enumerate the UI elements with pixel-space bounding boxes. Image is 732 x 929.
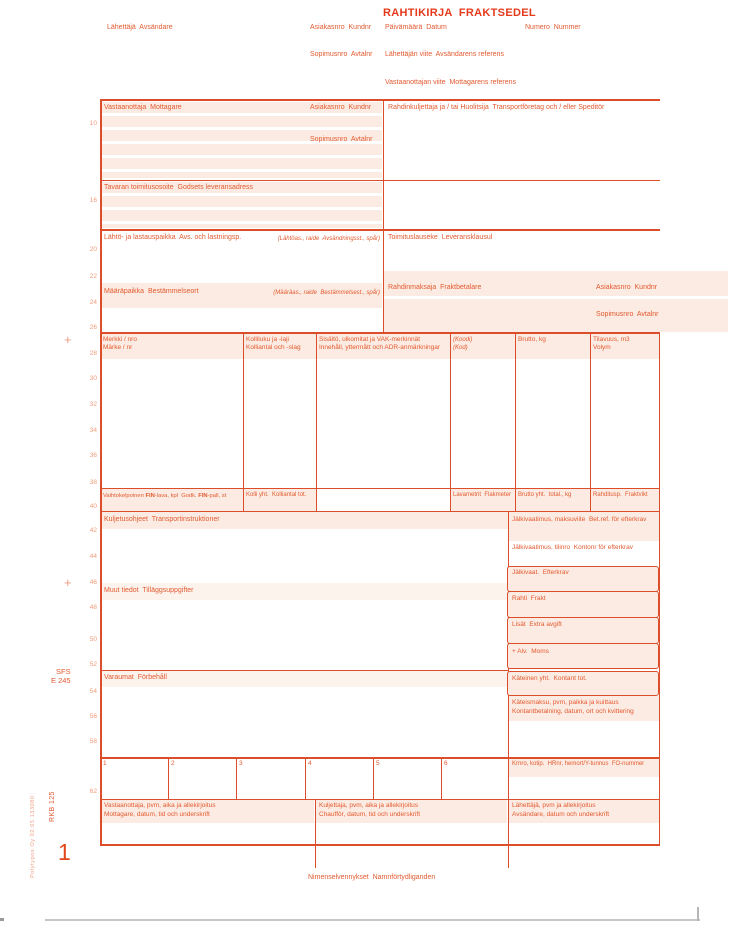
cash-payment-label-sv: Kontantbetalning, datum, ort och kvittering <box>512 708 634 715</box>
margin-number: 44 <box>89 553 97 560</box>
margin-number: 34 <box>89 427 97 434</box>
destination-label: Määräpaikka Bestämmelseort <box>104 288 199 295</box>
contract-no-label: Sopimusnro Avtalnr <box>310 51 373 58</box>
vline-signature-divider <box>315 799 316 868</box>
driver-signature-label-sv: Chaufför, datum, tid och underskrift <box>319 811 421 818</box>
vline-col-5 <box>590 333 591 512</box>
margin-number: 62 <box>89 788 97 795</box>
number-label: Numero Nummer <box>525 24 581 31</box>
form-title: RAHTIKIRJA FRAKTSEDEL <box>383 7 536 19</box>
col-code-sv: (Kod) <box>453 345 468 351</box>
col-gross-weight-fi: Brutto, kg <box>518 336 546 343</box>
consignee-signature-label-fi: Vastaanottaja, pvm, aika ja allekirjoitus <box>104 802 216 809</box>
fin-pallet-label <box>103 492 226 501</box>
hline-carrier-bottom <box>100 180 660 181</box>
sfs-standard-number: E 245 <box>51 676 71 685</box>
cash-total-label: Käteinen yht. Kontant tot. <box>512 675 587 682</box>
col-package-count-sv: Kolliantal och -slag <box>246 344 301 351</box>
col-code-fi: (Koodi) <box>453 337 473 343</box>
vline-col-1 <box>243 333 244 512</box>
margin-number: 16 <box>89 197 97 204</box>
cod-account-label: Jälkivaatimus, tilinro Kontonr för efterkrav <box>512 544 634 551</box>
date-label: Päivämäärä Datum <box>385 24 447 31</box>
hline-route-top <box>100 229 660 231</box>
margin-number: 56 <box>89 713 97 720</box>
hline-numbercells-top <box>100 757 660 759</box>
extra-charges-label: Lisät Extra avgift <box>512 621 562 628</box>
consignee-signature-label-sv: Mottagare, datum, tid och underskrift <box>104 811 210 818</box>
margin-number: 24 <box>89 299 97 306</box>
freight-payer-band-2 <box>384 299 728 332</box>
col-gross-weight <box>518 336 546 344</box>
sfs-standard-label: SFS <box>56 667 71 676</box>
package-total-label: Kolli yht. Kolliantal tot. <box>246 492 307 498</box>
vline-col-3 <box>450 333 451 512</box>
vline-col-4 <box>515 333 516 512</box>
vline-cell-5 <box>441 758 442 800</box>
vline-mid-top <box>383 99 384 333</box>
margin-number: 52 <box>89 661 97 668</box>
col-mark-no-sv: Märke / nr <box>103 344 133 351</box>
cell-number-1: 1 <box>103 760 107 767</box>
margin-number: 36 <box>89 452 97 459</box>
hline-reservations-top <box>100 670 508 671</box>
vline-cell-4 <box>373 758 374 800</box>
form-code-label: RKB 125 <box>49 791 56 822</box>
cod-reference-label: Jälkivaatimus, maksuviite Bet.ref. för efterkrav <box>512 516 647 523</box>
receiver-reference-label: Vastaanottajan viite Mottagarens referens <box>385 79 517 86</box>
hline-top <box>100 99 660 101</box>
col-code <box>453 336 472 352</box>
margin-number: 28 <box>89 350 97 357</box>
margin-number: 42 <box>89 527 97 534</box>
freight-label: Rahti Frakt <box>512 595 546 602</box>
delivery-terms-label: Toimituslauseke Leveransklausul <box>388 234 493 241</box>
sender-signature-label-sv: Avsändare, datum och underskrift <box>512 811 610 818</box>
hline-signatures-top <box>100 799 660 800</box>
fin-pallet-d: FIN <box>198 493 208 499</box>
freight-payer-label: Rahdinmaksaja Fraktbetalare <box>388 284 482 291</box>
col-volume-fi: Tilavuus, m3 <box>593 336 630 343</box>
margin-number: 32 <box>89 401 97 408</box>
loadmeters-label: Lavametrit Flakmeter <box>453 492 512 498</box>
hline-summary-top <box>100 488 660 489</box>
vline-right-border <box>659 332 660 845</box>
vline-cell-3 <box>305 758 306 800</box>
cash-payment-label-fi: Käteismaksu, pvm, paikka ja kuittaus <box>512 699 619 706</box>
copy-number: 1 <box>58 839 71 865</box>
chargeable-weight-label: Rahditusp. Fraktvikt <box>593 492 648 498</box>
carrier-label: Rahdinkuljettaja ja / tai Huolitsija Transportföretag och / eller Speditör <box>388 104 605 111</box>
registration-mark-icon: + <box>64 575 72 590</box>
margin-number: 10 <box>89 120 97 127</box>
reservations-label: Varaumat Förbehåll <box>104 674 167 681</box>
hline-bottom <box>100 844 660 846</box>
sender-label: Lähettäjä Avsändare <box>107 24 173 31</box>
vat-box <box>507 643 659 669</box>
scan-edge-mark <box>0 918 4 921</box>
fin-pallet-e: -pall, st <box>207 493 227 499</box>
col-volume-sv: Volym <box>593 344 611 351</box>
cell-number-5: 5 <box>376 760 380 767</box>
payer-contract-no-label: Sopimusnro Avtalnr <box>596 311 659 318</box>
delivery-address-label: Tavaran toimitusosoite Godsets leveransadress <box>104 184 254 191</box>
business-id-label: Krnro, kotip. HRnr, hemort/Y-tunnus FO-nummer <box>512 761 645 767</box>
margin-number: 48 <box>89 604 97 611</box>
col-mark-no-fi: Merkki / nro <box>103 336 137 343</box>
scan-edge-line <box>45 919 700 921</box>
scan-edge-tick <box>697 907 699 921</box>
payer-customer-no-label: Asiakasnro Kundnr <box>596 284 658 291</box>
margin-number: 38 <box>89 479 97 486</box>
hline-table-top <box>100 332 660 334</box>
col-mark-no <box>103 336 137 352</box>
col-volume <box>593 336 630 352</box>
col-contents <box>319 336 440 352</box>
loading-place-note: (Lähtöas., raide Avsändningsst., spår) <box>277 236 380 242</box>
hline-summary-bottom <box>100 511 660 512</box>
vline-left-border <box>100 99 102 846</box>
margin-number: 30 <box>89 375 97 382</box>
vline-col-2 <box>316 333 317 512</box>
cell-number-4: 4 <box>308 760 312 767</box>
printer-imprint: Polytypos Oy 02.05 133080 <box>30 795 36 878</box>
margin-number: 20 <box>89 246 97 253</box>
margin-number: 54 <box>89 688 97 695</box>
margin-number: 40 <box>89 503 97 510</box>
destination-note: (Määräas., raide Bestämmelsest., spår) <box>273 290 380 296</box>
customer-no-label: Asiakasnro Kundnr <box>310 24 372 31</box>
margin-number: 50 <box>89 636 97 643</box>
col-contents-fi: Sisältö, ulkomitat ja VAK-merkinnät <box>319 336 421 343</box>
margin-number: 46 <box>89 579 97 586</box>
name-clarification-label: Nimenselvennykset Namnförtydliganden <box>308 874 436 881</box>
consignee-label: Vastaanottaja Mottagare <box>104 104 182 111</box>
fin-pallet-c: -lava, kpl Godk. <box>154 493 199 499</box>
gross-total-label: Brutto yht. total., kg <box>518 492 572 498</box>
col-package-count <box>246 336 301 352</box>
consignee-contract-no-label: Sopimusnro Avtalnr <box>310 136 373 143</box>
vline-cell-1 <box>168 758 169 800</box>
consignee-customer-no-label: Asiakasnro Kundnr <box>310 104 372 111</box>
margin-number: 22 <box>89 273 97 280</box>
margin-number: 58 <box>89 738 97 745</box>
cell-number-6: 6 <box>444 760 448 767</box>
vline-cell-2 <box>236 758 237 800</box>
margin-number: 26 <box>89 324 97 331</box>
registration-mark-icon: + <box>64 332 72 347</box>
fin-pallet-a: Vaihtokelpoinen <box>103 493 146 499</box>
sender-reference-label: Lähettäjän viite Avsändarens referens <box>385 51 504 58</box>
driver-signature-label-fi: Kuljettaja, pvm, aika ja allekirjoitus <box>319 802 418 809</box>
cell-number-3: 3 <box>239 760 243 767</box>
loading-place-label: Lähtö- ja lastauspaikka Avs. och lastningsp. <box>104 234 242 241</box>
fin-pallet-b: FIN <box>145 493 155 499</box>
cod-amount-label: Jälkivaat. Efterkrav <box>512 569 569 576</box>
sender-signature-label-fi: Lähettäjä, pvm ja allekirjoitus <box>512 802 596 809</box>
vat-label: + Alv. Moms <box>512 648 549 655</box>
cell-number-2: 2 <box>171 760 175 767</box>
col-package-count-fi: Kolliluku ja -laji <box>246 336 289 343</box>
additional-info-label: Muut tiedot Tilläggsuppgifter <box>104 587 194 594</box>
col-contents-sv: Innehåll, yttermått och ADR-anmärkningar <box>319 344 441 351</box>
transport-instructions-label: Kuljetusohjeet Transportinstruktioner <box>104 516 220 523</box>
